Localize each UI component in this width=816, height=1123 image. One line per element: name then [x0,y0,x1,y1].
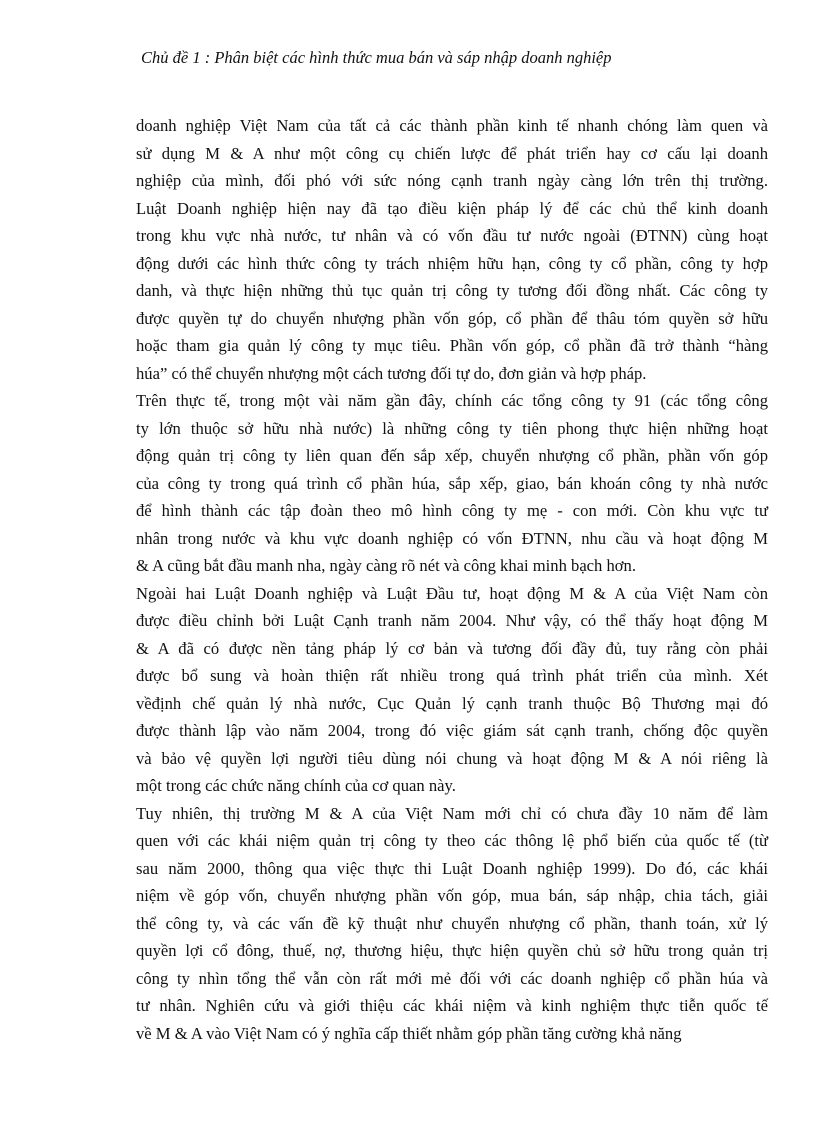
text-line: Ngoài hai Luật Doanh nghiệp và Luật Đầu tư, hoạt động M & A của Việt Nam còn [136,583,768,603]
text-line: Tuy nhiên, thị trường M & A của Việt Nam mới chỉ có chưa đầy 10 năm để làm [136,803,768,823]
text-line: quen với các khái niệm quản trị công ty theo các thông lệ phổ biến của quốc tế (từ [136,831,768,850]
text-line: hoặc tham gia quản lý công ty mục tiêu. Phần vốn góp, cổ phần đã trở thành “hàng [136,336,768,355]
text-line: danh, và thực hiện những thủ tục quản trị công ty tương đối đồng nhất. Các công ty [136,281,768,300]
text-line: & A đã có được nền tảng pháp lý cơ bản và tương đối đầy đủ, tuy rằng còn phải [136,638,768,658]
text-line: và bảo vệ quyền lợi người tiêu dùng nói chung và hoạt động M & A nói riêng là [136,748,768,768]
text-line: nghiệp của mình, đối phó với sức nóng cạnh tranh ngày càng lớn trên thị trường. [136,171,768,190]
text-line: & A cũng bắt đầu manh nha, ngày càng rõ nét và công khai minh bạch hơn. [136,556,637,575]
paragraph [136,580,768,800]
text-line: được điều chỉnh bởi Luật Cạnh tranh năm 2004. Như vậy, có thể thấy hoạt động M [136,611,768,630]
text-line: húa” có thể chuyển nhượng một cách tương đối tự do, đơn giản và hợp pháp. [136,363,647,383]
text-line: ty lớn thuộc sở hữu nhà nước) là những công ty tiên phong thực hiện những hoạt [136,418,768,438]
text-line: nhân trong nước và khu vực doanh nghiệp có vốn ĐTNN, nhu cầu và hoạt động M [136,528,768,548]
page-header-title: Chủ đề 1 : Phân biệt các hình thức mua bán và sáp nhập doanh nghiệp [141,48,612,67]
text-line: được quyền tự do chuyển nhượng phần vốn góp, cổ phần để thâu tóm quyền sở hữu [136,308,768,328]
text-line: để hình thành các tập đoàn theo mô hình công ty mẹ - con mới. Còn khu vực tư [136,501,768,520]
text-line: sử dụng M & A như một công cụ chiến lược để phát triển hay cơ cấu lại doanh [136,143,768,163]
text-line: quyền lợi cổ đông, thuế, nợ, thương hiệu, thực hiện quyền chủ sở hữu trong quản trị [136,941,768,960]
paragraph [136,112,768,195]
text-line: Trên thực tế, trong một vài năm gần đây, chính các tổng công ty 91 (các tổng công [136,391,768,410]
text-line: vềđịnh chế quản lý nhà nước, Cục Quản lý cạnh tranh thuộc Bộ Thương mại đó [136,693,768,713]
text-line: sau năm 2000, thông qua việc thực thi Luật Doanh nghiệp 1999). Do đó, các khái [136,858,768,878]
text-line: được thành lập vào năm 2004, trong đó việc giám sát cạnh tranh, chống độc quyền [136,721,768,740]
text-line: về M & A vào Việt Nam có ý nghĩa cấp thiết nhằm góp phần tăng cường khả năng [136,1023,682,1043]
body-text [136,112,768,1047]
text-line: một trong các chức năng chính của cơ quan này. [136,776,456,795]
text-line: Luật Doanh nghiệp hiện nay đã tạo điều kiện pháp lý để các chủ thể kinh doanh [136,198,768,218]
text-line: trong khu vực nhà nước, tư nhân và có vốn đầu tư nước ngoài (ĐTNN) cùng hoạt [136,226,768,245]
text-line: công ty nhìn tổng thể vẫn còn rất mới mẻ đối với các doanh nghiệp cổ phần húa và [136,968,768,988]
text-line: thể công ty, và các vấn đề kỹ thuật như chuyển nhượng cổ phần, thanh toán, xử lý [136,913,768,933]
paragraph [136,387,768,580]
text-line: của công ty trong quá trình cổ phần húa, sắp xếp, giao, bán khoán công ty nhà nước [136,473,768,493]
paragraph [136,800,768,1048]
text-line: tư nhân. Nghiên cứu và giới thiệu các khái niệm và kinh nghiệm thực tiễn quốc tế [136,996,768,1015]
text-line: niệm về góp vốn, chuyển nhượng phần vốn góp, mua bán, sáp nhập, chia tách, giải [136,886,768,905]
text-line: được bổ sung và hoàn thiện rất nhiều trong quá trình phát triển của mình. Xét [136,666,768,685]
text-line: động quản trị công ty liên quan đến sắp xếp, chuyển nhượng cổ phần, phần vốn góp [136,446,768,465]
paragraph [136,195,768,388]
text-line: doanh nghiệp Việt Nam của tất cả các thành phần kinh tế nhanh chóng làm quen và [136,116,768,135]
text-line: động dưới các hình thức công ty trách nhiệm hữu hạn, công ty cổ phần, công ty hợp [136,253,768,273]
